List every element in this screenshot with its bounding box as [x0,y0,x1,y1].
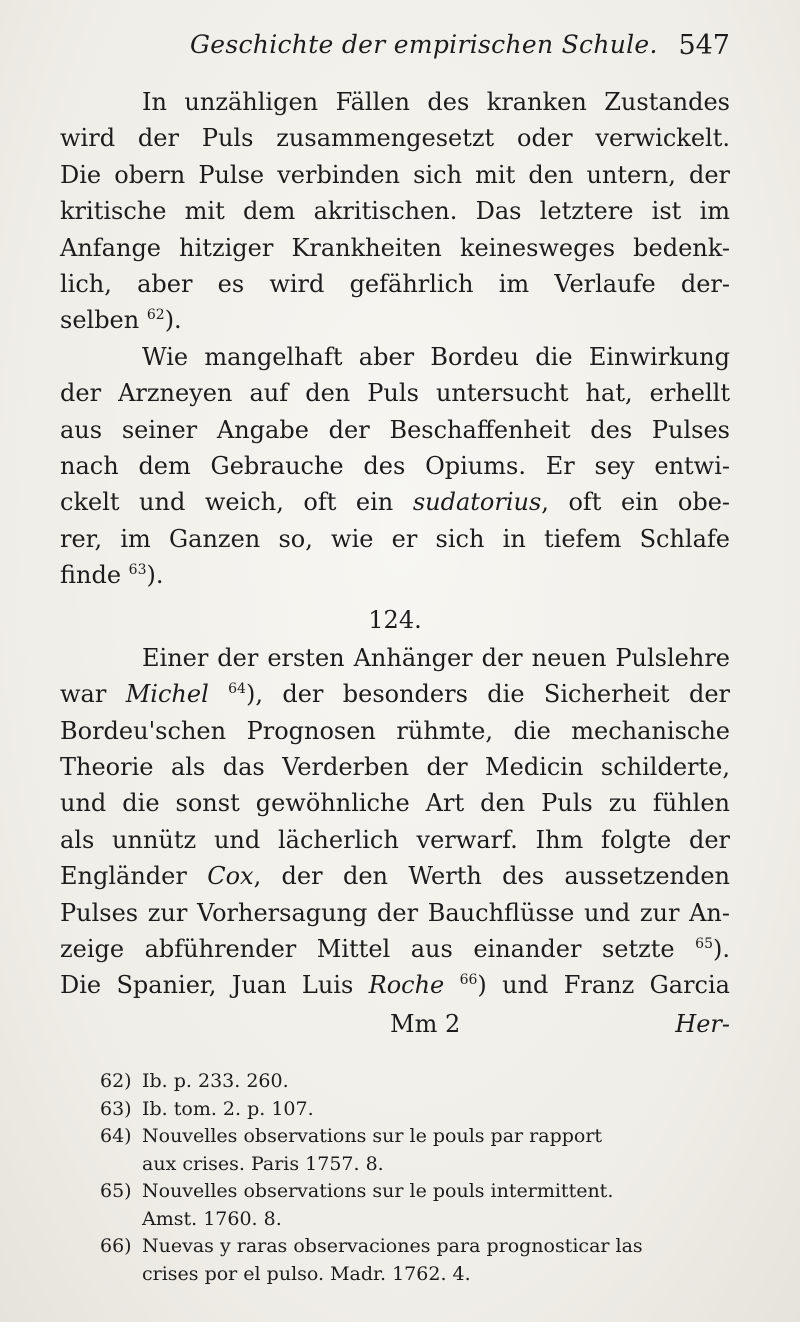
text-line: rer, im Ganzen so, wie er sich in tiefem Schlafe [60,524,730,553]
text-line: In unzähligen Fällen des kranken Zustandes [142,88,730,116]
text-line: war Michel $^{64}$), der besonders die Sicherheit der [60,680,730,709]
running-title: Geschichte der empirischen Schule. [190,30,658,59]
text-line: Anfange hitziger Krankheiten keinesweges bedenk- [60,233,730,262]
italic-name: Cox [207,862,254,891]
text-line: Die Spanier, Juan Luis Roche $^{66}$) und Franz Garcia [60,971,730,1000]
footnote-text: Amst. 1760. 8. [142,1207,282,1230]
footnote-text: Nuevas y raras observaciones para prognosticar las [142,1235,643,1257]
text-line: lich, aber es wird gefährlich im Verlaufe der- [60,270,730,299]
footnote-number: 63) [100,1097,132,1120]
text-line: Wie mangelhaft aber Bordeu die Einwirkung [142,342,730,371]
text-line: als unnütz und lächerlich verwarf. Ihm folgte der [60,825,730,854]
footnote-ref: 66 [459,972,478,989]
footnote-ref: 62 [146,307,165,324]
footnote-text: aux crises. Paris 1757. 8. [142,1152,384,1175]
footnote-text: Nouvelles observations sur le pouls intermittent. [142,1180,614,1202]
text-line: Theorie als das Verderben der Medicin schilderte, [60,752,730,781]
text-line: zeige abführender Mittel aus einander setzte $^{65}$). [60,934,730,963]
italic-name: Michel [125,680,209,709]
footnote-text: Ib. tom. 2. p. 107. [142,1097,314,1120]
footnote-text: Ib. p. 233. 260. [142,1070,289,1092]
text-line: Engländer Cox, der den Werth des aussetzenden [60,862,731,891]
text-line: Einer der ersten Anhänger der neuen Pulslehre [142,643,730,672]
signature-line [60,1006,730,1040]
text-line: Pulses zur Vorhersagung der Bauchflüsse und zur An- [60,898,730,927]
text-line: Bordeu'schen Prognosen rühmte, die mechanische [60,716,730,745]
catchword: Her- [675,1009,730,1038]
section-number: 124. [368,605,422,634]
footnote-text: crises por el pulso. Madr. 1762. 4. [142,1262,471,1285]
footnote-ref: 63 [128,562,147,579]
footnote [100,1178,732,1233]
footnote-number: 65) [100,1180,132,1202]
main-text [60,84,730,1040]
italic-term: sudatorius [412,488,542,517]
footnote-ref: 65 [695,935,713,952]
signature-mark: Mm 2 [390,1009,461,1038]
footnote [100,1123,732,1178]
text-line: kritische mit dem akritischen. Das letztere ist im [60,197,730,226]
text-line: aus seiner Angabe der Beschaffenheit des Pulses [60,415,730,444]
text-line: finde $^{63}$). [60,561,164,590]
italic-name: Roche [368,971,445,1000]
text-line: der Arzneyen auf den Puls untersucht hat, erhellt [60,379,730,408]
footnote [100,1233,732,1288]
page-number: 547 [678,30,730,61]
footnote-text: Nouvelles observations sur le pouls par rapport [142,1125,603,1147]
page-header [60,30,730,74]
footnote-number: 66) [100,1235,132,1257]
text-line: ckelt und weich, oft ein sudatorius, oft ein obe- [60,488,730,517]
footnote-number: 64) [100,1125,132,1147]
text-line: Die obern Pulse verbinden sich mit den untern, der [60,160,730,189]
footnote-number: 62) [100,1070,132,1092]
footnote [100,1068,732,1096]
footnote-ref: 64 [228,681,246,698]
text-line: selben $^{62}$). [60,306,182,335]
footnotes [100,1068,732,1288]
text-line: und die sonst gewöhnliche Art den Puls zu fühlen [60,789,730,818]
footnote [100,1096,732,1124]
text-line: nach dem Gebrauche des Opiums. Er sey entwi- [60,452,730,481]
text-line: wird der Puls zusammengesetzt oder verwickelt. [60,124,730,153]
